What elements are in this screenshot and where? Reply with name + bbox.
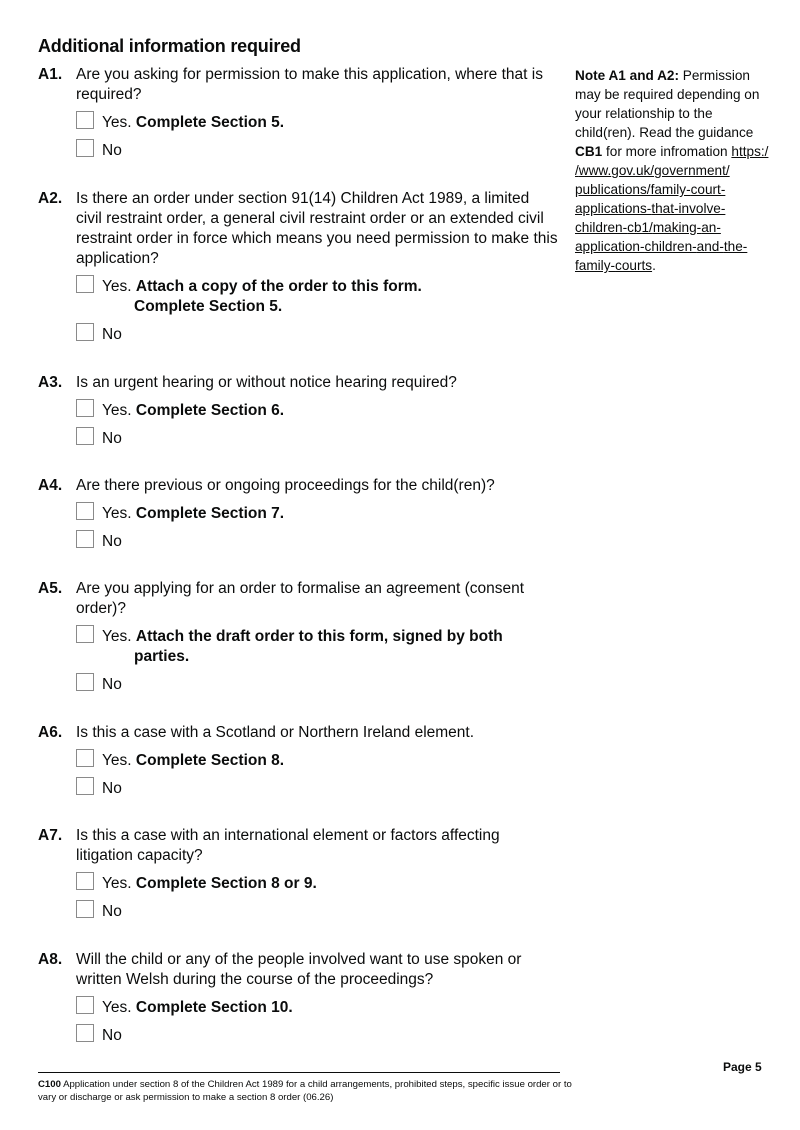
option-no[interactable]	[76, 1026, 558, 1046]
yes-instruction: Attach a copy of the order to this form.	[135, 278, 422, 295]
page-number: Page 5	[723, 1060, 762, 1074]
question-number: A6.	[38, 724, 63, 741]
yes-instruction: Complete Section 10.	[135, 999, 293, 1016]
checkbox-yes[interactable]	[76, 996, 94, 1014]
yes-instruction: Complete Section 6.	[135, 402, 285, 419]
yes-instruction-cont: Complete Section 5.	[134, 298, 283, 315]
checkbox-yes[interactable]	[76, 872, 94, 890]
checkbox-yes[interactable]	[76, 502, 94, 520]
yes-instruction: Complete Section 7.	[135, 505, 285, 522]
yes-label: Yes.	[102, 505, 132, 522]
note-title: Note A1 and A2:	[575, 68, 679, 83]
form-description: Application under section 8 of the Children Act 1989 for a child arrangements, prohibited steps, specific issue order or to vary or discharge or ask permission to make a section 8 order (06.26)	[38, 1079, 572, 1103]
no-label: No	[102, 676, 122, 693]
note-text-2: for more infromation	[602, 144, 732, 159]
option-yes[interactable]	[76, 113, 558, 133]
checkbox-no[interactable]	[76, 427, 94, 445]
option-yes[interactable]	[76, 401, 558, 421]
yes-instruction: Complete Section 5.	[135, 114, 285, 131]
checkbox-no[interactable]	[76, 323, 94, 341]
checkbox-no[interactable]	[76, 900, 94, 918]
yes-instruction: Complete Section 8 or 9.	[135, 875, 317, 892]
checkbox-no[interactable]	[76, 777, 94, 795]
checkbox-no[interactable]	[76, 139, 94, 157]
yes-label: Yes.	[102, 999, 132, 1016]
checkbox-no[interactable]	[76, 1024, 94, 1042]
question-text: Is there an order under section 91(14) Children Act 1989, a limited civil restraint order, a general civil restraint order or an extended civil restraint order in force which means you need permission to make this application?	[76, 190, 558, 267]
no-label: No	[102, 142, 122, 159]
no-label: No	[102, 780, 122, 797]
question-a4	[38, 476, 558, 552]
yes-label: Yes.	[102, 875, 132, 892]
question-a2	[38, 189, 558, 345]
question-number: A7.	[38, 827, 63, 844]
option-yes[interactable]	[76, 504, 558, 524]
guidance-link[interactable]: https://www.gov.uk/government/publications/family-court-applications-that-involve-children-cb1/making-an-application-children-and-the-family-courts	[575, 144, 769, 273]
no-label: No	[102, 430, 122, 447]
yes-label: Yes.	[102, 278, 132, 295]
question-number: A2.	[38, 190, 63, 207]
question-text: Is this a case with an international element or factors affecting litigation capacity?	[76, 827, 500, 864]
no-label: No	[102, 533, 122, 550]
option-yes[interactable]	[76, 751, 558, 771]
question-number: A1.	[38, 66, 63, 83]
option-yes[interactable]	[76, 874, 558, 894]
question-text: Is this a case with a Scotland or Northern Ireland element.	[76, 724, 475, 741]
question-text: Are there previous or ongoing proceedings for the child(ren)?	[76, 477, 495, 494]
question-a3	[38, 373, 558, 449]
question-text: Are you asking for permission to make this application, where that is required?	[76, 66, 543, 103]
checkbox-yes[interactable]	[76, 399, 94, 417]
option-no[interactable]	[76, 141, 558, 161]
question-number: A8.	[38, 951, 63, 968]
question-number: A4.	[38, 477, 63, 494]
question-number: A5.	[38, 580, 63, 597]
checkbox-yes[interactable]	[76, 275, 94, 293]
checkbox-yes[interactable]	[76, 625, 94, 643]
checkbox-yes[interactable]	[76, 749, 94, 767]
note-end: .	[652, 258, 656, 273]
question-text: Will the child or any of the people involved want to use spoken or written Welsh during the course of the proceedings?	[76, 951, 522, 988]
no-label: No	[102, 1027, 122, 1044]
yes-label: Yes.	[102, 114, 132, 131]
checkbox-no[interactable]	[76, 530, 94, 548]
yes-label: Yes.	[102, 402, 132, 419]
footer-divider	[38, 1072, 560, 1073]
yes-instruction: Complete Section 8.	[135, 752, 285, 769]
option-no[interactable]	[76, 429, 558, 449]
checkbox-no[interactable]	[76, 673, 94, 691]
question-text: Are you applying for an order to formalise an agreement (consent order)?	[76, 580, 525, 617]
yes-instruction-cont: parties.	[134, 648, 190, 665]
option-no[interactable]	[76, 675, 558, 695]
question-a6	[38, 723, 558, 799]
yes-label: Yes.	[102, 752, 132, 769]
option-no[interactable]	[76, 902, 558, 922]
checkbox-yes[interactable]	[76, 111, 94, 129]
yes-label: Yes.	[102, 628, 132, 645]
question-text: Is an urgent hearing or without notice hearing required?	[76, 374, 457, 391]
yes-instruction: Attach the draft order to this form, signed by both	[135, 628, 503, 645]
no-label: No	[102, 903, 122, 920]
note-bold-word: CB1	[575, 144, 603, 159]
option-no[interactable]	[76, 532, 558, 552]
question-a5	[38, 579, 558, 695]
option-no[interactable]	[76, 779, 558, 799]
question-a8	[38, 950, 558, 1046]
option-yes[interactable]	[76, 277, 558, 317]
question-a7	[38, 826, 558, 922]
form-code: C100	[38, 1079, 61, 1090]
option-yes[interactable]	[76, 627, 558, 667]
option-no[interactable]	[76, 325, 558, 345]
question-a1	[38, 65, 558, 161]
footer	[38, 1078, 578, 1104]
no-label: No	[102, 326, 122, 343]
question-number: A3.	[38, 374, 63, 391]
option-yes[interactable]	[76, 998, 558, 1018]
side-note	[575, 66, 770, 275]
note-text-1: Permission may be required depending on your relationship to the child(ren). Read the guidance	[575, 68, 760, 140]
section-heading: Additional information required	[38, 36, 301, 56]
